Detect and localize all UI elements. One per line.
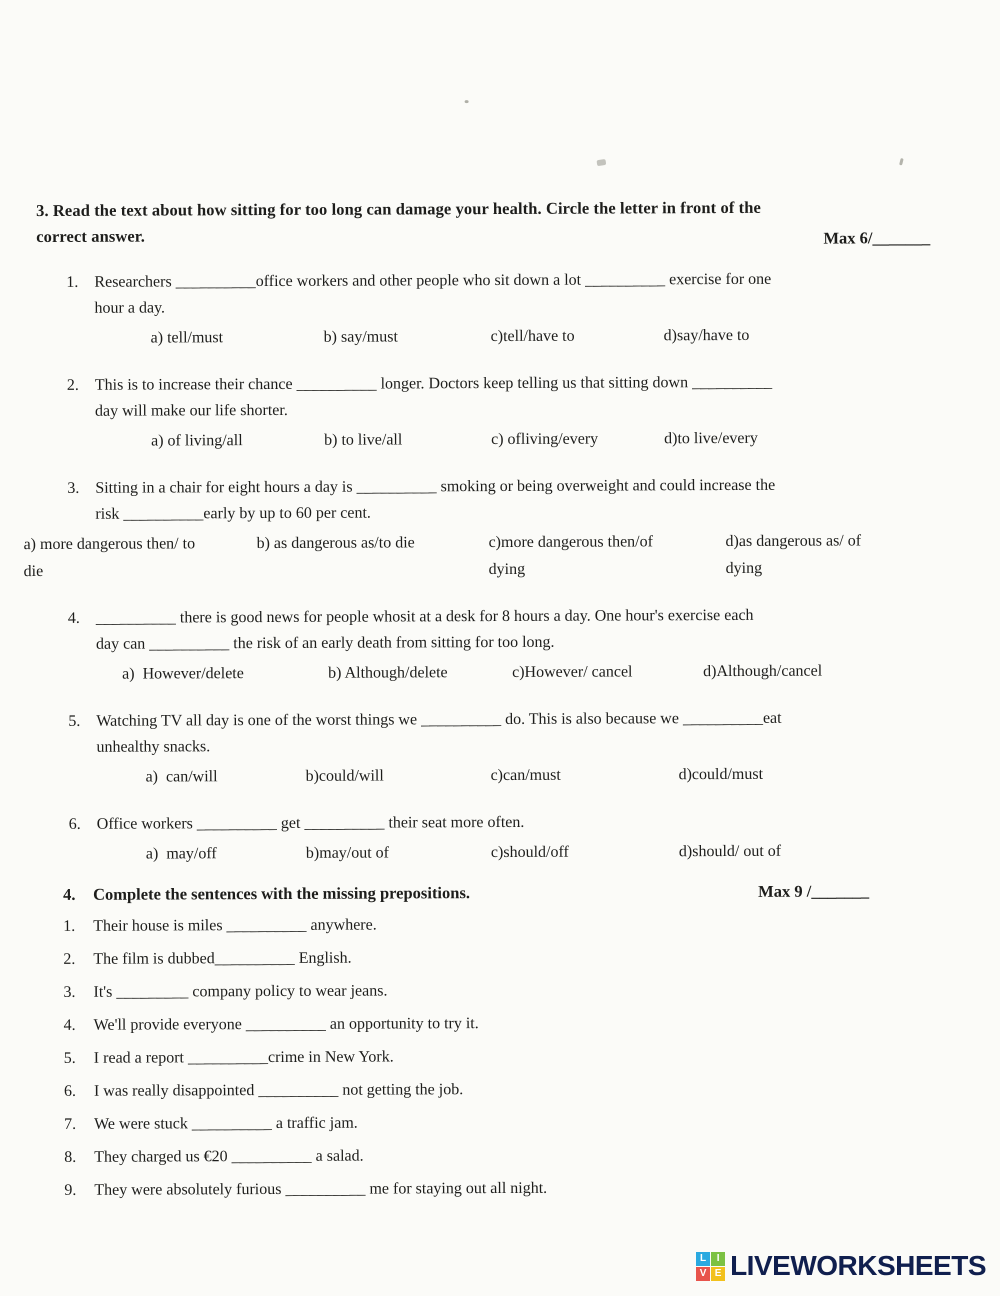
answer-options: [0, 424, 999, 455]
item-number: 4.: [63, 1016, 76, 1034]
sentence-item-5: [2, 1042, 1000, 1072]
option-b[interactable]: b) Although/delete: [328, 664, 448, 682]
option-c[interactable]: c)However/ cancel: [512, 663, 633, 681]
brand-name: LIVEWORKSHEETS: [730, 1250, 986, 1281]
answer-options: [1, 760, 1000, 791]
option-b[interactable]: b)may/out of: [305, 844, 390, 862]
item-text: I read a report __________crime in New York.: [93, 1048, 394, 1067]
section4-max-score: Max 9 /_______: [758, 881, 870, 901]
question-3: [0, 472, 1000, 585]
question-6: [1, 808, 1000, 868]
logo-tile-l: L: [696, 1252, 710, 1266]
option-d[interactable]: d)Although/cancel: [703, 662, 823, 681]
option-a[interactable]: a) However/delete: [122, 665, 244, 683]
question-number: 4.: [67, 609, 80, 627]
answer-options: [0, 527, 1000, 585]
answer-options: [0, 321, 999, 352]
logo-tile-v: V: [696, 1267, 710, 1281]
item-number: 8.: [64, 1148, 77, 1166]
item-number: 6.: [63, 1082, 76, 1100]
item-number: 5.: [63, 1049, 76, 1067]
section3-title: 3. Read the text about how sitting for too long can damage your health. Circle the letter in front of the correct answer.: [36, 197, 761, 247]
question-4: [0, 602, 1000, 688]
section4-number: 4.: [63, 884, 76, 904]
option-b[interactable]: b) to live/all: [324, 431, 403, 449]
logo-tile-i: I: [711, 1252, 725, 1266]
sentence-item-9: [2, 1174, 1000, 1204]
question-text: Researchers __________office workers and other people who sit down a lot __________ exercise for one hour a day.: [94, 270, 772, 317]
option-a[interactable]: a) can/will: [145, 768, 218, 786]
option-c[interactable]: c)should/off: [490, 843, 569, 862]
question-text: Sitting in a chair for eight hours a day is __________ smoking or being overweight and could increase the risk __________early by up to 60 per cent.: [95, 476, 776, 523]
sentence-item-2: [1, 943, 1000, 973]
option-c[interactable]: c)tell/have to: [490, 327, 575, 346]
question-1: [0, 266, 999, 352]
question-text: This is to increase their chance __________ longer. Doctors keep telling us that sitting down __________ day will make our life shorter.: [94, 373, 773, 420]
option-b[interactable]: b)could/will: [305, 767, 384, 785]
option-d[interactable]: d)say/have to: [663, 326, 750, 345]
option-d[interactable]: d)could/must: [678, 765, 764, 784]
item-text: It's _________ company policy to wear jeans.: [93, 982, 388, 1001]
section4-title: Complete the sentences with the missing prepositions.: [93, 883, 471, 904]
question-number: 2.: [66, 376, 79, 394]
sentence-item-6: [2, 1075, 1000, 1105]
item-number: 9.: [64, 1181, 77, 1199]
question-number: 1.: [66, 273, 79, 291]
option-a[interactable]: a) tell/must: [150, 329, 224, 347]
footer: [696, 1250, 986, 1282]
question-number: 6.: [68, 815, 81, 833]
question-number: 5.: [68, 712, 81, 730]
section4-header: [1, 878, 1000, 908]
item-number: 3.: [63, 983, 76, 1001]
liveworksheets-logo[interactable]: [696, 1250, 986, 1282]
option-d[interactable]: d)as dangerous as/ of dying: [725, 532, 862, 578]
question-text: Watching TV all day is one of the worst things we __________ do. This is also because we __________eat unhealthy snacks.: [96, 709, 782, 756]
item-text: I was really disappointed __________ not getting the job.: [93, 1081, 464, 1100]
item-text: They charged us €20 __________ a salad.: [94, 1147, 364, 1166]
section3-header: [36, 194, 938, 250]
option-b[interactable]: b) say/must: [323, 328, 398, 346]
item-text: We were stuck __________ a traffic jam.: [94, 1114, 358, 1133]
option-a[interactable]: a) of living/all: [151, 432, 243, 450]
item-number: 1.: [63, 917, 76, 935]
sentence-item-3: [1, 976, 1000, 1006]
item-text: They were absolutely furious __________ me for staying out all night.: [94, 1179, 548, 1199]
option-a[interactable]: a) more dangerous then/ to die: [23, 535, 196, 581]
question-text: Office workers __________ get __________ their seat more often.: [96, 813, 525, 833]
option-c[interactable]: c)can/must: [490, 766, 561, 785]
option-d[interactable]: d)to live/every: [664, 429, 758, 448]
section3-max-score: Max 6/_______: [823, 228, 931, 248]
option-c[interactable]: c) ofliving/every: [491, 430, 599, 449]
option-c[interactable]: c)more dangerous then/of dying: [488, 533, 653, 579]
item-text: We'll provide everyone __________ an opportunity to try it.: [93, 1015, 479, 1034]
option-d[interactable]: d)should/ out of: [678, 842, 782, 861]
item-text: Their house is miles __________ anywhere.: [93, 916, 377, 935]
answer-options: [0, 657, 1000, 688]
option-b[interactable]: b) as dangerous as/to die: [256, 534, 415, 553]
logo-tile-e: E: [711, 1267, 725, 1281]
scan-artifact: [465, 100, 469, 103]
item-number: 2.: [63, 950, 76, 968]
sentence-item-1: [1, 910, 1000, 940]
answer-options: [1, 837, 1000, 868]
question-5: [0, 705, 1000, 791]
item-text: The film is dubbed__________ English.: [93, 949, 352, 968]
option-a[interactable]: a) may/off: [145, 845, 217, 863]
item-number: 7.: [64, 1115, 77, 1133]
sentence-item-4: [2, 1009, 1000, 1039]
liveworksheets-tiles-icon: [696, 1252, 725, 1281]
question-text: __________ there is good news for people whosit at a desk for 8 hours a day. One hour's exercise each day can __________ the risk of an early death from sitting for too long.: [95, 606, 754, 653]
sentence-item-7: [2, 1108, 1000, 1138]
question-number: 3.: [67, 479, 80, 497]
sentence-item-8: [2, 1141, 1000, 1171]
question-2: [0, 369, 999, 455]
